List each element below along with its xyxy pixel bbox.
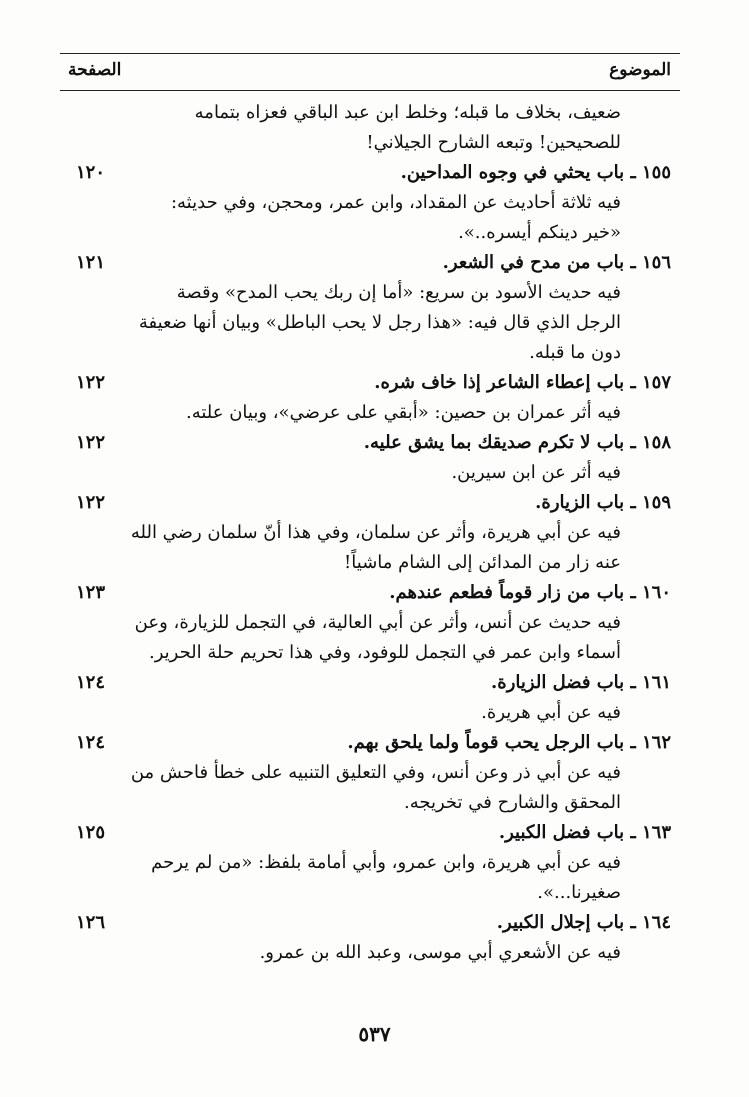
entry-title: باب الزيارة. [535,492,625,513]
index-entry [68,818,671,908]
entry-page-number: ١٢٤ [76,732,106,753]
description-line: فيه عن أبي هريرة، وابن عمرو، وأبي أمامة بلفظ: «من لم يرحم [151,852,621,873]
index-entry [68,668,671,728]
entry-heading [374,368,671,398]
header-page-label: الصفحة [68,60,122,80]
description-line: فيه حديث الأسود بن سريع: «أما إن ربك يحب المدح» وقصة [176,282,621,303]
entry-title: باب يحثي في وجوه المداحين. [400,162,625,183]
index-entry [68,368,671,428]
entry-description [68,608,621,668]
description-line: فيه عن أبي ذر وعن أنس، وفي التعليق التنبيه على خطأ فاحش من [130,762,621,783]
entry-number: ١٦١ ـ [630,672,671,693]
description-line: صغيرنا...». [537,882,621,903]
entry-title-line [68,158,671,188]
entry-heading [401,158,671,188]
entry-description [68,188,621,248]
entry-page-number: ١٢٤ [76,672,106,693]
entry-title-line [68,908,671,938]
description-line: فيه عن أبي هريرة، وأثر عن سلمان، وفي هذا أنّ سلمان رضي الله [130,522,621,543]
description-line: دون ما قبله. [529,342,621,363]
entry-number: ١٥٨ ـ [630,432,671,453]
description-line: فيه أثر عن ابن سيرين. [451,462,621,483]
entry-heading [535,488,671,518]
entry-description [68,278,621,368]
intro-line: ضعيف، بخلاف ما قبله؛ وخلط ابن عبد الباقي فعزاه بتمامه [194,102,621,123]
index-entry [68,158,671,248]
entry-heading [491,668,671,698]
entry-heading [389,578,671,608]
entry-title-line [68,578,671,608]
entry-description [68,398,621,428]
entry-page-number: ١٢٦ [76,912,106,933]
intro-continuation [68,98,621,158]
entry-title: باب الرجل يحب قوماً ولما يلحق بهم. [347,732,625,753]
description-line: الرجل الذي قال فيه: «هذا رجل لا يحب الباطل» وبيان أنها ضعيفة [138,312,621,333]
index-entry [68,728,671,818]
intro-line: للصحيحين! وتبعه الشارح الجيلاني! [366,132,621,153]
index-content [68,98,671,968]
entry-description [68,458,621,488]
entry-heading [497,908,671,938]
entry-title: باب من زار قوماً فطعم عندهم. [389,582,625,603]
entry-title: باب لا تكرم صديقك بما يشق عليه. [363,432,625,453]
entry-title-line [68,248,671,278]
description-line: المحقق والشارح في تخريجه. [404,792,621,813]
entry-title-line [68,368,671,398]
description-line: فيه ثلاثة أحاديث عن المقداد، وابن عمر، ومحجن، وفي حديثه: [170,192,621,213]
header-topic-label: الموضوع [609,60,671,80]
description-line: أسماء وابن عمر في التجمل للوفود، وفي هذا تحريم حلة الحرير. [148,642,621,663]
entry-heading [443,248,671,278]
entry-description [68,758,621,818]
entry-heading [347,728,671,758]
index-entry [68,578,671,668]
index-entry [68,488,671,578]
entry-page-number: ١٢٢ [76,372,106,393]
entry-title: باب فضل الزيارة. [491,672,625,693]
entry-description [68,518,621,578]
description-line: فيه حديث عن أنس، وأثر عن أبي العالية، في التجمل للزيارة، وعن [134,612,621,633]
entry-title-line [68,728,671,758]
index-entry [68,428,671,488]
entry-number: ١٦٣ ـ [630,822,671,843]
entry-title-line [68,488,671,518]
header-bottom-rule [60,90,680,91]
entry-number: ١٥٥ ـ [630,162,671,183]
entry-page-number: ١٢٠ [76,162,106,183]
entry-page-number: ١٢٥ [76,822,106,843]
entry-title: باب فضل الكبير. [498,822,625,843]
page-number: ٥٣٧ [358,1022,391,1046]
entry-title: باب إعطاء الشاعر إذا خاف شره. [374,372,625,393]
index-entry [68,248,671,368]
entry-title-line [68,668,671,698]
entry-page-number: ١٢٢ [76,492,106,513]
entry-page-number: ١٢٣ [76,582,106,603]
entry-title-line [68,818,671,848]
header-top-rule [60,53,680,54]
entry-page-number: ١٢١ [76,252,106,273]
entry-number: ١٥٧ ـ [630,372,671,393]
entry-title: باب من مدح في الشعر. [442,252,625,273]
entry-number: ١٥٦ ـ [630,252,671,273]
index-entry [68,908,671,968]
entry-description [68,938,621,968]
entry-heading [364,428,671,458]
description-line: «خير دينكم أيسره..». [458,222,621,243]
entry-number: ١٦٤ ـ [630,912,671,933]
description-line: فيه عن الأشعري أبي موسى، وعبد الله بن عمرو. [259,942,621,963]
entry-number: ١٦٠ ـ [630,582,671,603]
entry-title-line [68,428,671,458]
description-line: فيه أثر عمران بن حصين: «أبقي على عرضي»، وبيان علته. [185,402,621,423]
entry-heading [499,818,671,848]
description-line: فيه عن أبي هريرة. [481,702,621,723]
entry-page-number: ١٢٢ [76,432,106,453]
entry-number: ١٦٢ ـ [630,732,671,753]
entry-title: باب إجلال الكبير. [496,912,625,933]
entry-description [68,698,621,728]
entry-description [68,848,621,908]
entries-list [68,158,671,968]
description-line: عنه زار من المدائن إلى الشام ماشياً! [344,552,621,573]
entry-number: ١٥٩ ـ [630,492,671,513]
